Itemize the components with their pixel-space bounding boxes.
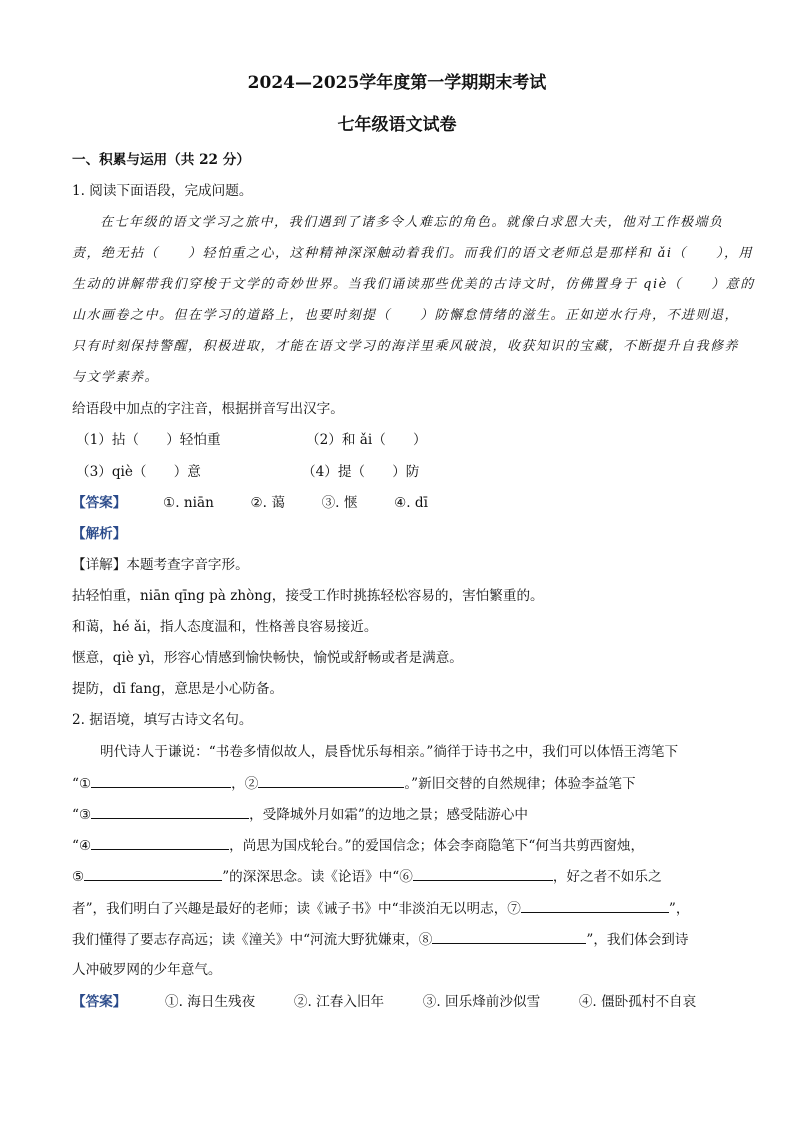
q2-text: “④: [72, 838, 92, 854]
detail-text: 本题考查字音字形。: [126, 557, 249, 573]
section-heading: 一、积累与运用（共 22 分）: [72, 152, 250, 168]
q2-line: [72, 898, 689, 919]
blank-3[interactable]: [91, 804, 249, 819]
q2-line: [72, 929, 689, 950]
passage-line: 生动的讲解带我们穿梭于文学的奇妙世界。当我们诵读那些优美的古诗文时，仿佛置身于 qiè（ ）意的: [72, 277, 755, 292]
question-1-stem: 1. 阅读下面语段，完成问题。: [72, 183, 253, 199]
q2-text: ，好之者不如乐之: [552, 869, 662, 885]
q2-line: [72, 835, 644, 856]
passage-line: 山水画卷之中。但在学习的道路上，也要时刻提（ ）防懈怠情绪的滋生。正如逆水行舟，不进则退，: [72, 308, 740, 323]
answer-item: ②. 蔼: [250, 495, 285, 511]
sub-item-4: （4）提（ ）防: [302, 464, 420, 480]
sub-item-1: （1）拈（ ）轻怕重: [76, 432, 221, 448]
blank-5[interactable]: [84, 866, 222, 881]
explanation-line: 和蔼，hé ǎi，指人态度温和，性格善良容易接近。: [72, 619, 378, 635]
exam-title: 2024—2025学年度第一学期期末考试: [247, 73, 547, 93]
explanation-line: 提防，dī fang，意思是小心防备。: [72, 681, 284, 697]
q2-text: ，②: [231, 776, 259, 792]
q2-line: [72, 866, 662, 887]
explanation-line: 拈轻怕重，niān qīng pà zhòng，接受工作时挑拣轻松容易的，害怕繁重的。: [72, 588, 544, 604]
answer-item: ④. 僵卧孤村不自哀: [578, 994, 697, 1010]
blank-2[interactable]: [258, 773, 404, 788]
question-1-instruction: 给语段中加点的字注音，根据拼音写出汉字。: [72, 401, 344, 417]
q2-text: 者”，我们明白了兴趣是最好的老师；读《诫子书》中“非淡泊无以明志，⑦: [72, 901, 521, 917]
passage-line: 在七年级的语文学习之旅中，我们遇到了诸多令人难忘的角色。就像白求恩大夫，他对工作极端负: [100, 215, 724, 230]
question-2-stem: 2. 据语境，填写古诗文名句。: [72, 712, 253, 728]
passage-line: 只有时刻保持警醒，积极进取，才能在语文学习的海洋里乘风破浪，收获知识的宝藏，不断提升自我修养: [72, 339, 740, 354]
answer-item: ③. 惬: [321, 495, 358, 511]
q2-text: ，尚思为国戍轮台。”的爱国信念；体会李商隐笔下“何当共剪西窗烛，: [229, 838, 645, 854]
answer-row-q2: [72, 992, 696, 1012]
sub-item-3: （3）qiè（ ）意: [76, 464, 201, 480]
q2-text: “①: [72, 776, 92, 792]
answer-item: ④. dī: [394, 495, 428, 511]
blank-4[interactable]: [91, 835, 229, 850]
detail-row: [72, 555, 249, 575]
analysis-label: 【解析】: [72, 526, 127, 542]
q2-text: 我们懂得了要志存高远；读《潼关》中“河流大野犹嫌束，⑧: [72, 932, 433, 948]
answer-label: 【答案】: [72, 495, 127, 511]
q2-text: ”，: [668, 901, 690, 917]
q2-line: 明代诗人于谦说：“书卷多情似故人，晨昏忧乐每相亲。”徜徉于诗书之中，我们可以体悟王湾笔下: [100, 744, 679, 760]
q2-line: 人冲破罗网的少年意气。: [72, 962, 222, 978]
explanation-line: 惬意，qiè yì，形容心情感到愉快畅快，愉悦或舒畅或者是满意。: [72, 650, 463, 666]
q2-text: ”的深深思念。读《论语》中“⑥: [222, 869, 413, 885]
q2-line: [72, 804, 528, 825]
sub-item-2: （2）和 ǎi（ ）: [306, 432, 427, 448]
answer-item: ③. 回乐烽前沙似雪: [422, 994, 541, 1010]
blank-8[interactable]: [432, 929, 586, 944]
answer-item: ①. niān: [163, 495, 214, 511]
blank-7[interactable]: [521, 898, 669, 913]
answer-item: ②. 江春入旧年: [293, 994, 385, 1010]
answer-label: 【答案】: [72, 994, 127, 1010]
q2-text: “③: [72, 807, 92, 823]
passage-line: 与文学素养。: [72, 370, 160, 385]
blank-1[interactable]: [91, 773, 231, 788]
answer-row-q1: [72, 493, 428, 513]
detail-label: 【详解】: [72, 557, 127, 573]
q2-text: ”，我们体会到诗: [586, 932, 689, 948]
exam-subtitle: 七年级语文试卷: [337, 115, 457, 135]
passage-line: 责，绝无拈（ ）轻怕重之心，这种精神深深触动着我们。而我们的语文老师总是那样和 ǎi（ ），用: [72, 246, 754, 261]
q2-line: [72, 773, 636, 794]
answer-item: ①. 海日生残夜: [165, 994, 256, 1010]
q2-text: ，受降城外月如霜”的边地之景；感受陆游心中: [249, 807, 528, 823]
q2-text: ⑤: [72, 869, 85, 885]
blank-6[interactable]: [413, 866, 553, 881]
q2-text: 。”新旧交替的自然规律；体验李益笔下: [404, 776, 636, 792]
